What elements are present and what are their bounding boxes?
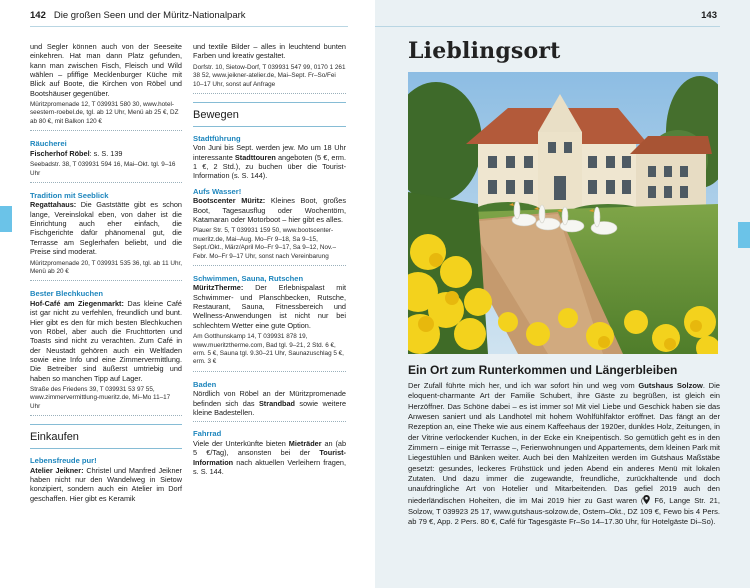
einkaufen-heading: Einkaufen (30, 424, 182, 449)
regattahaus-text: Die Gaststätte gibt es schon lange, Vereinslokal eben, von daher ist die Einrichtung auch eher einfach, die Fischgerichte dafür phänomenal gut, die Terrasse am Seglerhafen beliebt, und die Preise sind moderat. (30, 200, 182, 257)
lieblingsort-title: Lieblingsort (408, 38, 561, 64)
baden-text (193, 389, 346, 422)
gutshaus-photo-illustration (408, 72, 718, 354)
left-page-number: 142 (30, 10, 46, 21)
bootscenter-entry (193, 196, 346, 224)
schwimmen-category: Schwimmen, Sauna, Rutschen (193, 273, 304, 283)
left-thumb-tab (0, 206, 12, 232)
mueritztherme-text: Der Erlebnispalast mit Schwimmer- und Planschbecken, Rutsche, Restaurant, Sauna, Fitnessbereich und Wellness-Anwendungen ist nicht nur bei schlechtem Wetter eine gute Option. (193, 283, 346, 330)
regattahaus-address: Müritzpromenade 20, T 039931 535 36, tgl. ab 11 Uhr, Menü ab 20 € (30, 260, 182, 282)
lebensfreude-category: Lebensfreude pur! (30, 456, 97, 466)
raeucherei-category: Räucherei (30, 139, 67, 149)
jeikner-text: Christel und Manfred Jeikner haben nicht nur den Wandelweg in Sietow konzipiert, sondern auch ein Atelier im Dorf geschaffen. Hier gibt es Keramik (30, 465, 182, 503)
raeucherei-address: Seebadstr. 38, T 039931 594 16, Mai–Okt. tgl. 9–16 Uhr (30, 161, 182, 183)
bootscenter-text: Kleines Boot, großes Boot, Tagesausflug oder Wochentörn, Katamaran oder Motorboot – hier gibt es alles. (193, 196, 347, 224)
lieblingsort-heading: Ein Ort zum Runterkommen und Längerbleiben (408, 363, 678, 377)
fahrrad-category: Fahrrad (193, 429, 222, 439)
gutshaus-photo (408, 72, 718, 354)
mietraeder-term: Mieträder (288, 438, 322, 448)
right-thumb-tab (738, 222, 750, 248)
lieblingsort-body-2: . Die eloquent-charmante Art der Familie Schubert, ihre Gäste zu begrüßen, ist gleich ein Herzöffner. Das Schöne dabei – es ist immer so! Mit viel Liebe und Geschick haben sie das Anwesen saniert und als Landhotel mit hohem Wohlfühlfaktor eröffnet. Das fängt an der Rezeption an, eine Theke wie aus einem Kaffeehaus der 1920er, dunkles Holz, Zeitungen, in der Vitrine verlockender Kuchen, in der Ecke ein Kneipentisch. So gemütlich geht es in den Zimmern – einige mit Terrasse –, Ferienwohnungen und Appartements, dem kleinen Park mit Liegestühlen und Bänken weiter. Auch bei den Mahlzeiten werden im Gutshaus Maßstäbe gesetzt: gesundes, leckeres Frühstück und jeden Abend ein anderes Menü mit lokalen Zutaten. Und dazu immer die zugewandte, freundliche, zurückhaltende und doch unaufdringliche Art von Hotelier und Mitarbeitenden. Das gefiel 2019 auch den niederländischen Hoheiten, die im Mai 2019 hier zu Gast waren ( (408, 381, 720, 505)
map-reference: F6 (654, 495, 664, 505)
gutshaus-solzow-term: Gutshaus Solzow (638, 381, 703, 390)
right-header-rule (375, 26, 720, 27)
right-page-number: 143 (701, 10, 717, 21)
baden-category: Baden (193, 379, 217, 389)
hofcafe-name: Hof-Café am Ziegenmarkt: (30, 298, 124, 308)
left-running-head (30, 8, 246, 24)
seestern-text: und Segler können auch von der Seeseite einkehren. Hat man dann Platz gefunden, kann man zwischen Fisch, Fleisch und Wild wählen – pfiffige Mecklenburger Küche mit Blick auf Boote, die Kirchen von Röbel und Bootshäuser gegenüber. (30, 42, 182, 98)
left-column-1 (30, 42, 182, 506)
blechkuchen-category: Bester Blechkuchen (30, 289, 104, 299)
mueritztherme-entry (193, 283, 346, 330)
hofcafe-text: Das kleine Café ist gar nicht zu verfehlen, freundlich und bunt. Hier gibt es den für mich besten Blechkuchen von Röbel, aber auch die Fruchttorten und Toasts sind nicht zu verachten. Zum Café in der Neustadt gehören auch ein Weltladen sowie eine Info und eine Zimmervermittlung. Die Betreiber sind äußerst umtriebig und haben so manchen Tipp auf Lager. (30, 298, 182, 383)
map-pin-icon (643, 495, 650, 507)
bewegen-heading: Bewegen (193, 102, 346, 127)
fahrrad-text (193, 439, 346, 476)
left-header-rule (30, 26, 348, 27)
stadttouren-term: Stadttouren (234, 152, 276, 162)
strandbad-term: Strandbad (258, 398, 296, 408)
mueritztherme-address: Am Gotthunskamp 14, T 039931 878 19, www.mueritztherme.com, Bad tgl. 9–21, 2 Std. 6 €, erm. 5 €, Sauna tgl. 9.30–21 Uhr, Saunazuschlag 5 €, erm. 3 € (193, 333, 346, 372)
tradition-category: Tradition mit Seeblick (30, 190, 109, 200)
jeikner-name: Atelier Jeikner: (30, 465, 84, 475)
jeikner-entry (30, 466, 182, 503)
lieblingsort-body-1: Der Zufall führte mich her, und ich war sofort hin und weg vom (408, 381, 639, 390)
baden-text-1: Nördlich von Röbel an der Müritzpromenade befinden sich das (193, 389, 346, 408)
hofcafe-address: Straße des Friedens 39, T 039931 53 97 55, www.zimmervermittlung-mueritz.de, Mi–Mo 11–17 Uhr (30, 386, 182, 416)
jeikner-address: Dorfstr. 10, Sietow-Dorf, T 039931 547 99, 0170 1 261 38 52, www.jeikner-atelier.de, Mai–Sept. Fr–So/Fei 10–17 Uhr, sonst auf Anfrage (193, 64, 346, 94)
raeucherei-name: Fischerhof Röbel (30, 148, 90, 158)
fahrrad-text-3: nach aktuellen Verleihern fragen, s. S. 144. (193, 457, 346, 476)
raeucherei-text: : s. S. 139 (89, 148, 123, 158)
regattahaus-name: Regattahaus: (30, 200, 77, 210)
hofcafe-entry (30, 299, 182, 383)
bootscenter-address: Plauer Str. 5, T 039931 159 50, www.bootscenter-mueritz.de, Mai–Aug. Mo–Fr 9–18, Sa 9–15, Sept./Okt., März/April Mo–Fr 9–17, Sa 9–12, Nov.–Febr. Mo–Fr 9–17 Uhr, sonst nach Vereinbarung (193, 227, 346, 266)
raeucherei-entry (30, 149, 182, 158)
tourist-information-term: Tourist-Information (193, 448, 346, 467)
wasser-category: Aufs Wasser! (193, 186, 242, 196)
stadtfuehrung-category: Stadtführung (193, 133, 241, 143)
left-column-2 (193, 42, 346, 479)
stadtfuehrung-text (193, 143, 346, 180)
seestern-address: Müritzpromenade 12, T 039931 580 30, www.hotel-seestern-roebel.de, tgl. ab 12 Uhr, Menü ab 25 €, DZ ab 80 €, mit Balkon 120 € (30, 101, 182, 131)
lieblingsort-body-3: , Lange Str. 21, Solzow, T 039923 25 17, www.gutshaus-solzow.de, Ostern–Okt., DZ 109 €, Fewo bis 4 Pers. ab 79 €, App. 2 Pers. 80 €, Café für Tagesgäste Fr–So 14–17.30 Uhr, für Hotelgäste Di–So). (408, 495, 720, 527)
fahrrad-text-2: an (ab 5 €/Tag), ansonsten bei der (193, 438, 346, 458)
left-running-head-title: Die großen Seen und der Müritz-Nationalpark (53, 10, 246, 21)
regattahaus-entry (30, 200, 182, 256)
bootscenter-name: Bootscenter Müritz: (193, 196, 266, 206)
lieblingsort-body (408, 381, 720, 528)
right-page (375, 0, 750, 588)
baden-text-2: sowie weitere kleine Badestellen. (193, 398, 347, 417)
fahrrad-text-1: Viele der Unterkünfte bieten (193, 438, 289, 448)
stadtfuehrung-text-2: angeboten (5 €, erm. 1 €, 2 Std.), zu buchen über die Tourist-Information (s. S. 144). (193, 152, 347, 181)
jeikner-continued-text: und textile Bilder – alles in leuchtend bunten Farben und kreativ gestaltet. (193, 42, 346, 61)
stadtfuehrung-text-1: Von Juni bis Sept. werden jew. Mo um 18 Uhr interessante (193, 143, 346, 162)
mueritztherme-name: MüritzTherme: (193, 283, 244, 293)
